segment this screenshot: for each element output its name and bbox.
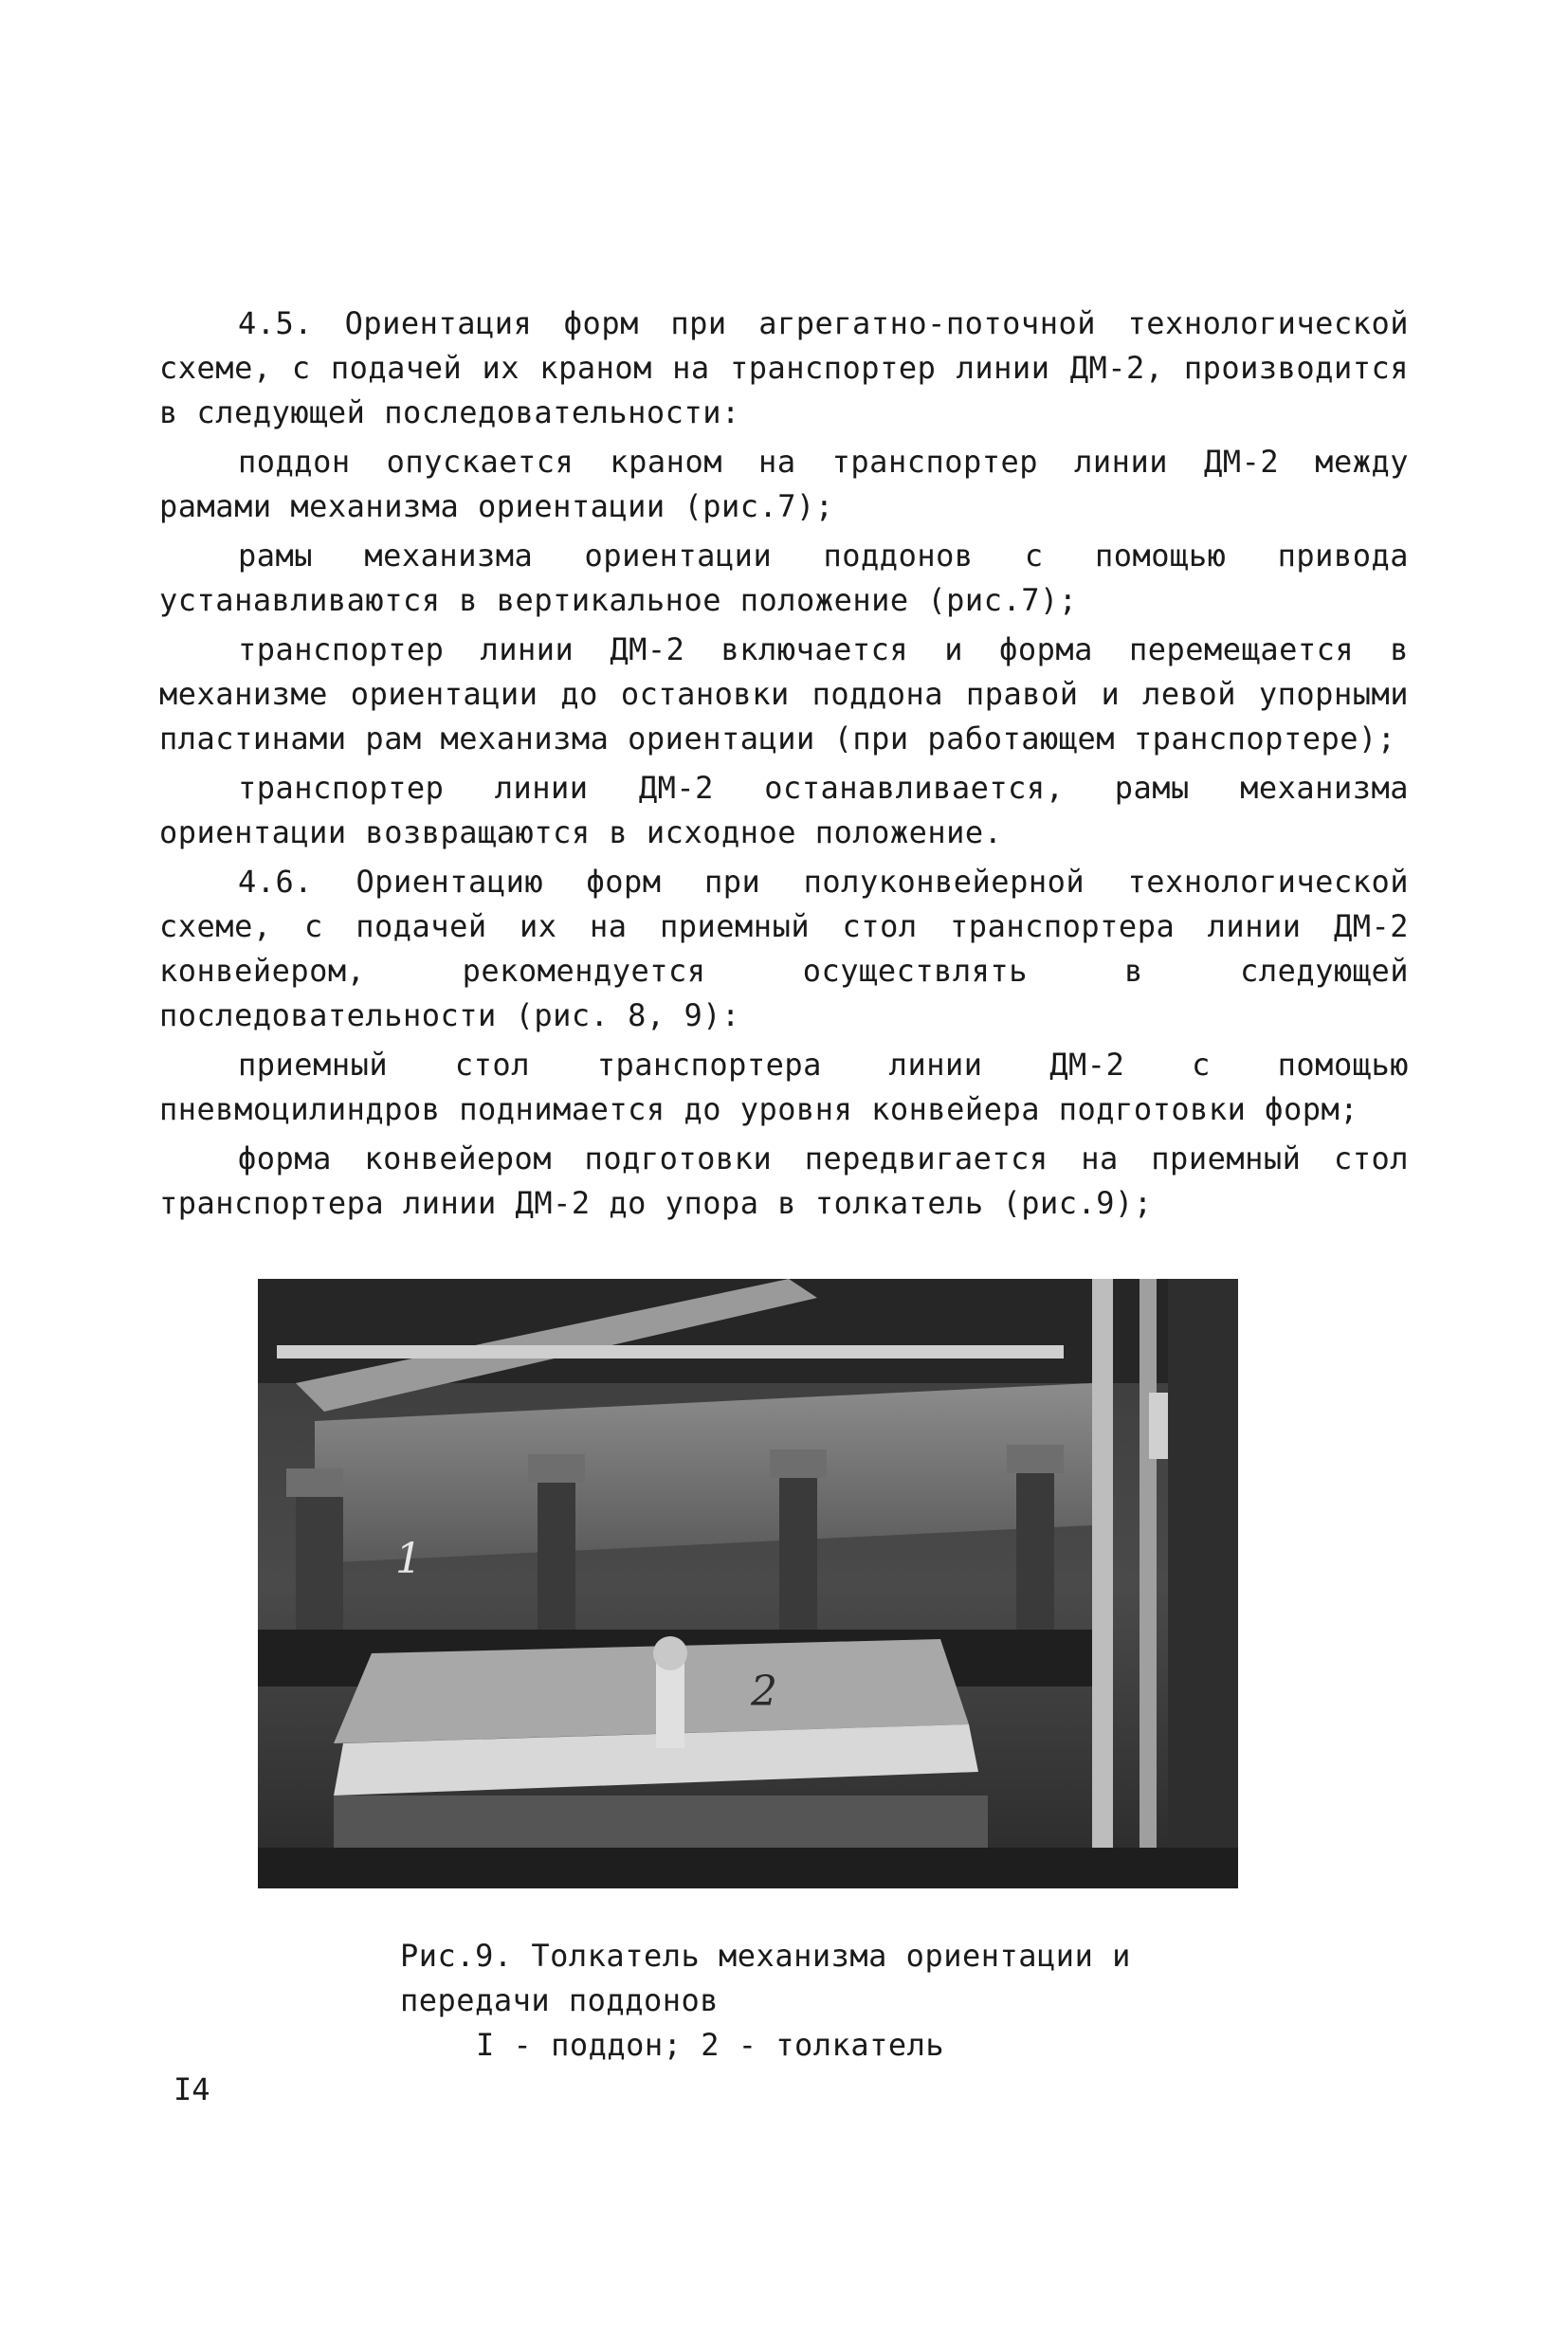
caption-title-line2: передачи поддонов — [400, 1982, 720, 2018]
right-shadow — [1168, 1279, 1238, 1888]
paragraph-step: приемный стол транспортера линии ДМ-2 с помощью пневмоцилиндров поднимается до уровня конвейера подготовки форм; — [159, 1047, 1409, 1127]
clamp-cap — [286, 1468, 343, 1497]
figure-caption — [400, 1934, 1253, 2068]
photo-label-2: 2 — [751, 1668, 777, 1716]
caption-legend: I - поддон; 2 - толкатель — [476, 2027, 945, 2063]
right-column-back — [1140, 1279, 1157, 1888]
paragraph-step: транспортер линии ДМ-2 останавливается, рамы механизма ориентации возвращаются в исходное положение. — [159, 770, 1409, 850]
clamp-cap — [528, 1454, 585, 1483]
page-number: I4 — [173, 2071, 210, 2107]
figure-photo-pusher — [258, 1279, 1238, 1888]
floor-shadow — [258, 1848, 1238, 1888]
right-column — [1092, 1279, 1113, 1888]
clamp-cap — [1007, 1445, 1064, 1473]
photo-label-1: 1 — [395, 1535, 422, 1583]
paragraph-4-6: 4.6. Ориентацию форм при полуконвейерной технологической схеме, с подачей их на приемный стол транспортера линии ДМ-2 конвейером, рекомендуется осуществлять в следующей последовательности (рис. 8, 9): — [159, 864, 1409, 1033]
body-text — [159, 301, 1409, 1231]
caption-title-line1: Рис.9. Толкатель механизма ориентации и — [400, 1938, 1131, 1974]
clamp-cap — [770, 1449, 827, 1478]
pusher-hinge — [653, 1636, 687, 1670]
photo-illustration — [258, 1279, 1238, 1888]
top-rail — [277, 1345, 1064, 1358]
paragraph-step: поддон опускается краном на транспортер линии ДМ-2 между рамами механизма ориентации (рис.7); — [159, 444, 1409, 524]
paragraph-4-5: 4.5. Ориентация форм при агрегатно-поточной технологической схеме, с подачей их краном на транспортер линии ДМ-2, производится в следующей последовательности: — [159, 305, 1409, 430]
paragraph-step: рамы механизма ориентации поддонов с помощью привода устанавливаются в вертикальное положение (рис.7); — [159, 538, 1409, 618]
paragraph-step: форма конвейером подготовки передвигается на приемный стол транспортера линии ДМ-2 до упора в толкатель (рис.9); — [159, 1140, 1409, 1221]
clamp-post — [1016, 1459, 1054, 1658]
pallet-base — [334, 1796, 988, 1852]
paragraph-step: транспортер линии ДМ-2 включается и форма перемещается в механизме ориентации до остановки поддона правой и левой упорными пластинами рам механизма ориентации (при работающем транспортере); — [159, 631, 1409, 757]
